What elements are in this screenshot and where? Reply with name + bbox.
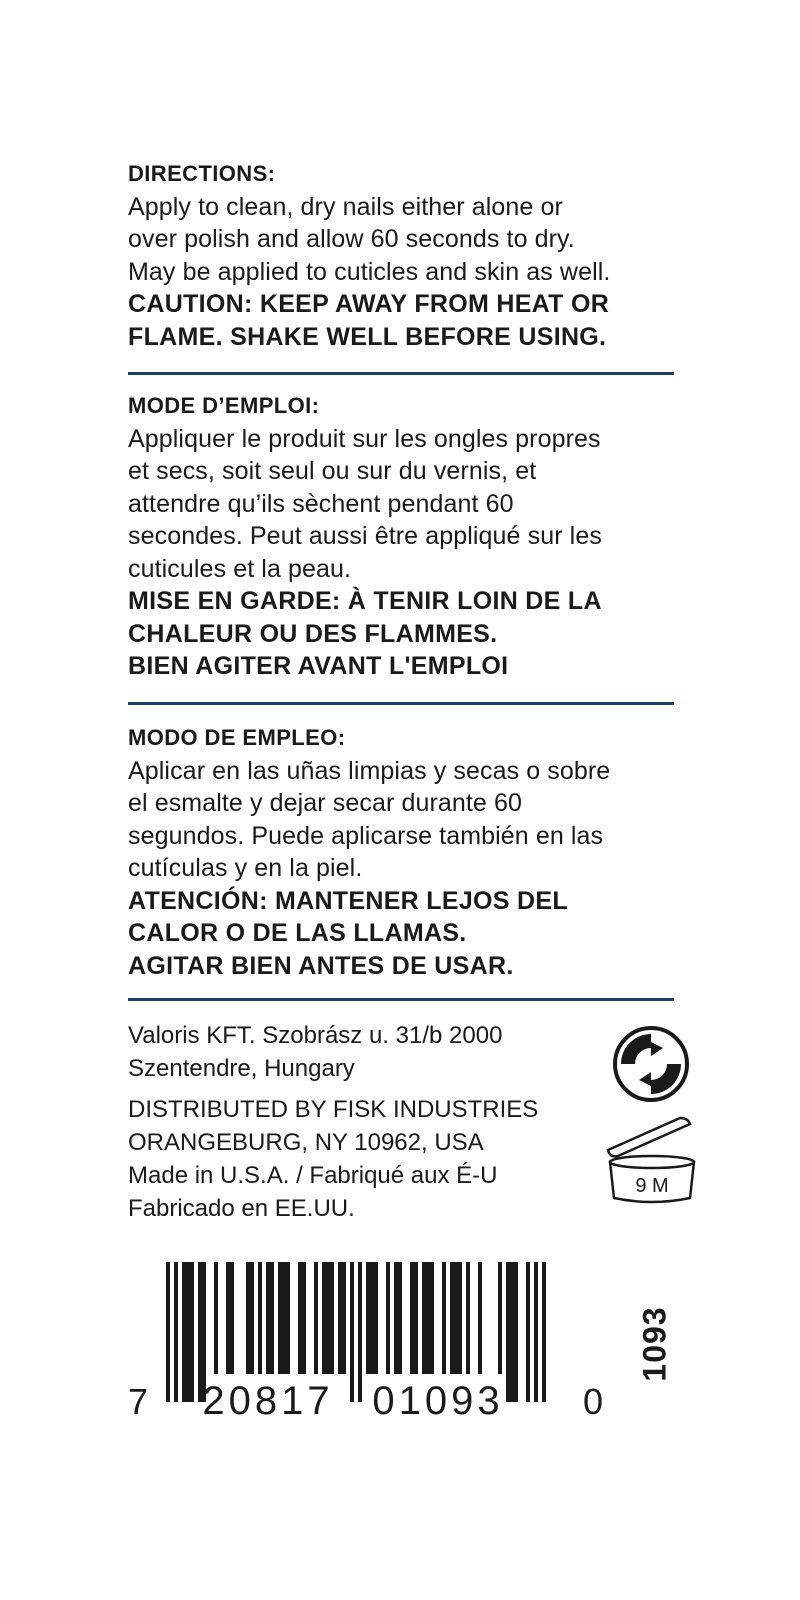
modo-empleo-line-4: cutículas y en la piel. xyxy=(128,854,363,882)
barcode-bar xyxy=(350,1262,354,1402)
barcode-bar xyxy=(226,1262,234,1374)
modo-empleo-heading: MODO DE EMPLEO: xyxy=(128,725,346,750)
barcode-bar xyxy=(278,1262,290,1374)
mode-emploi-section xyxy=(128,390,688,683)
barcode-bar xyxy=(386,1262,390,1374)
section-divider-3 xyxy=(128,998,674,1001)
barcode xyxy=(128,1262,618,1422)
barcode-bar xyxy=(410,1262,418,1374)
barcode-bar xyxy=(442,1262,446,1374)
lot-number: 1093 xyxy=(636,1306,673,1382)
modo-empleo-caution-1: ATENCIÓN: MANTENER LEJOS DEL xyxy=(128,886,568,915)
green-dot-recycle-icon xyxy=(611,1024,691,1104)
modo-empleo-caution-2: CALOR O DE LAS LLAMAS. xyxy=(128,919,467,947)
mode-emploi-heading: MODE D’EMPLOI: xyxy=(128,393,320,418)
mode-emploi-line-4: secondes. Peut aussi être appliqué sur les xyxy=(128,522,602,550)
distributor-line-2: ORANGEBURG, NY 10962, USA xyxy=(128,1129,484,1156)
directions-line-2: over polish and allow 60 seconds to dry. xyxy=(128,225,575,253)
barcode-bar xyxy=(422,1262,434,1374)
barcode-bar xyxy=(246,1262,254,1374)
directions-line-3: May be applied to cuticles and skin as well. xyxy=(128,257,611,286)
barcode-bar xyxy=(322,1262,334,1374)
mode-emploi-line-5: cuticules et la peau. xyxy=(128,554,352,583)
barcode-bar xyxy=(214,1262,218,1374)
section-divider-2 xyxy=(128,702,674,705)
mode-emploi-line-1: Appliquer le produit sur les ongles propres xyxy=(128,424,601,453)
directions-section xyxy=(128,158,688,353)
modo-empleo-line-2: el esmalte y dejar secar durante 60 xyxy=(128,789,522,817)
barcode-bar xyxy=(542,1262,546,1402)
barcode-bar xyxy=(498,1262,502,1374)
barcode-left-digits: 20817 xyxy=(202,1379,334,1422)
barcode-bar xyxy=(478,1262,482,1374)
barcode-bar xyxy=(166,1262,170,1402)
barcode-bar xyxy=(526,1262,530,1402)
barcode-bar xyxy=(258,1262,262,1374)
barcode-bar xyxy=(182,1262,194,1402)
directions-caution-1: CAUTION: KEEP AWAY FROM HEAT OR xyxy=(128,290,610,318)
mode-emploi-caution-3: BIEN AGITER AVANT L'EMPLOI xyxy=(128,652,509,680)
directions-heading: DIRECTIONS: xyxy=(128,161,276,186)
directions-line-1: Apply to clean, dry nails either alone or xyxy=(128,192,563,221)
barcode-bar xyxy=(338,1262,346,1374)
section-divider-1 xyxy=(128,372,674,375)
pao-label: 9 M xyxy=(635,1175,669,1197)
directions-caution-2: FLAME. SHAKE WELL BEFORE USING. xyxy=(128,322,607,351)
origin-line-1: Made in U.S.A. / Fabriqué aux É-U xyxy=(128,1162,498,1189)
barcode-bar xyxy=(174,1262,178,1402)
modo-empleo-line-1: Aplicar en las uñas limpias y secas o sobre xyxy=(128,756,611,785)
barcode-bar xyxy=(366,1262,378,1374)
mode-emploi-caution-2: CHALEUR OU DES FLAMMES. xyxy=(128,619,498,648)
manufacturer-line-1: Valoris KFT. Szobrász u. 31/b 2000 xyxy=(128,1022,503,1049)
distributor-line-1: DISTRIBUTED BY FISK INDUSTRIES xyxy=(128,1096,539,1123)
mode-emploi-line-3: attendre qu’ils sèchent pendant 60 xyxy=(128,489,514,518)
barcode-check-digit: 0 xyxy=(582,1381,604,1422)
mode-emploi-line-2: et secs, soit seul ou sur du vernis, et xyxy=(128,457,537,485)
barcode-bar xyxy=(298,1262,306,1374)
barcode-first-digit: 7 xyxy=(128,1381,149,1422)
barcode-bar xyxy=(466,1262,470,1374)
barcode-bar xyxy=(358,1262,362,1402)
modo-empleo-line-3: segundos. Puede aplicarse también en las xyxy=(128,821,604,850)
barcode-bar xyxy=(314,1262,318,1374)
barcode-bar xyxy=(394,1262,402,1374)
barcode-bar xyxy=(450,1262,462,1374)
modo-empleo-caution-3: AGITAR BIEN ANTES DE USAR. xyxy=(128,951,514,980)
footer-section xyxy=(128,1019,598,1225)
origin-line-2: Fabricado en EE.UU. xyxy=(128,1195,355,1222)
mode-emploi-caution-1: MISE EN GARDE: À TENIR LOIN DE LA xyxy=(128,587,602,615)
modo-empleo-section xyxy=(128,722,688,982)
manufacturer-line-2: Szentendre, Hungary xyxy=(128,1055,355,1082)
barcode-bar xyxy=(534,1262,538,1402)
barcode-bar xyxy=(266,1262,274,1374)
period-after-opening-icon xyxy=(604,1112,700,1206)
barcode-right-digits: 01093 xyxy=(372,1379,504,1422)
barcode-bar xyxy=(506,1262,518,1402)
